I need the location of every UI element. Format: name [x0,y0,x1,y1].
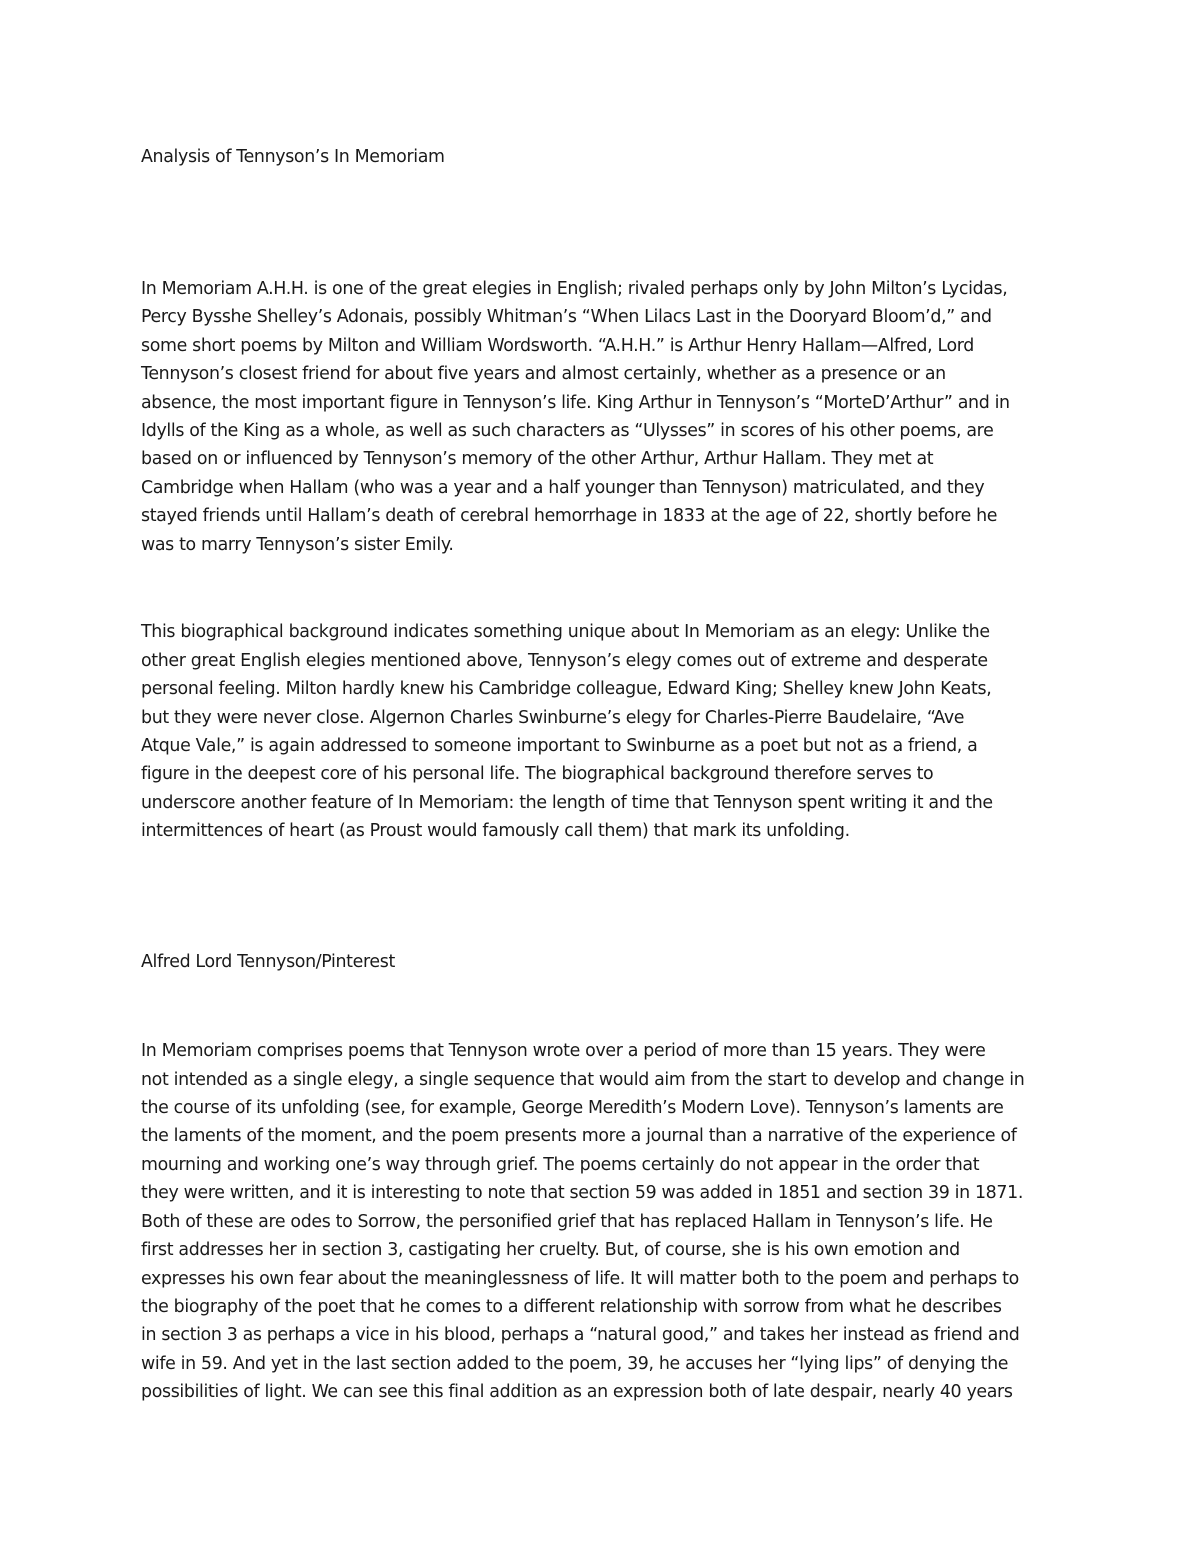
paragraph-line: intermittences of heart (as Proust would famously call them) that mark its unfolding. [141,821,850,841]
paragraph-line: possibilities of light. We can see this final addition as an expression both of late despair, nearly 40 years [141,1382,1013,1402]
paragraph-line: expresses his own fear about the meaninglessness of life. It will matter both to the poem and perhaps to [141,1269,1019,1289]
paragraph-line: was to marry Tennyson’s sister Emily. [141,535,454,555]
paragraph-line: first addresses her in section 3, castigating her cruelty. But, of course, she is his own emotion and [141,1240,960,1260]
paragraph-line: underscore another feature of In Memoriam: the length of time that Tennyson spent writing it and the [141,793,993,813]
image-caption: Alfred Lord Tennyson/Pinterest [141,952,395,972]
paragraph-line: some short poems by Milton and William Wordsworth. “A.H.H.” is Arthur Henry Hallam—Alfred, Lord [141,336,974,356]
paragraph-line: the laments of the moment, and the poem presents more a journal than a narrative of the experience of [141,1126,1017,1146]
paragraph-line: In Memoriam A.H.H. is one of the great elegies in English; rivaled perhaps only by John Milton’s Lycidas, [141,279,1008,299]
paragraph-line: absence, the most important figure in Tennyson’s life. King Arthur in Tennyson’s “MorteD’Arthur” and in [141,393,1010,413]
paragraph-line: they were written, and it is interesting to note that section 59 was added in 1851 and section 39 in 1871. [141,1183,1024,1203]
paragraph-line: In Memoriam comprises poems that Tennyson wrote over a period of more than 15 years. They were [141,1041,986,1061]
paragraph-line: other great English elegies mentioned above, Tennyson’s elegy comes out of extreme and desperate [141,651,988,671]
paragraph-line: Tennyson’s closest friend for about five years and almost certainly, whether as a presence or an [141,364,946,384]
paragraph-line: Percy Bysshe Shelley’s Adonais, possibly Whitman’s “When Lilacs Last in the Dooryard Bloom’d,” and [141,307,992,327]
paragraph-line: Atque Vale,” is again addressed to someone important to Swinburne as a poet but not as a friend, a [141,736,978,756]
paragraph-line: but they were never close. Algernon Charles Swinburne’s elegy for Charles-Pierre Baudelaire, “Ave [141,708,965,728]
paragraph-line: Idylls of the King as a whole, as well as such characters as “Ulysses” in scores of his other poems, are [141,421,994,441]
paragraph-line: This biographical background indicates something unique about In Memoriam as an elegy: Unlike the [141,622,990,642]
paragraph-line: not intended as a single elegy, a single sequence that would aim from the start to develop and change in [141,1070,1025,1090]
paragraph-line: the course of its unfolding (see, for example, George Meredith’s Modern Love). Tennyson’s laments are [141,1098,1004,1118]
paragraph-line: in section 3 as perhaps a vice in his blood, perhaps a “natural good,” and takes her instead as friend and [141,1325,1020,1345]
paragraph-line: mourning and working one’s way through grief. The poems certainly do not appear in the order that [141,1155,980,1175]
document-title: Analysis of Tennyson’s In Memoriam [141,147,445,167]
paragraph-line: figure in the deepest core of his personal life. The biographical background therefore serves to [141,764,934,784]
paragraph-line: stayed friends until Hallam’s death of cerebral hemorrhage in 1833 at the age of 22, shortly before he [141,506,998,526]
paragraph-line: Both of these are odes to Sorrow, the personified grief that has replaced Hallam in Tennyson’s life. He [141,1212,993,1232]
paragraph-line: wife in 59. And yet in the last section added to the poem, 39, he accuses her “lying lips” of denying the [141,1354,1009,1374]
paragraph-line: based on or influenced by Tennyson’s memory of the other Arthur, Arthur Hallam. They met at [141,449,934,469]
paragraph-line: Cambridge when Hallam (who was a year and a half younger than Tennyson) matriculated, and they [141,478,985,498]
paragraph-line: the biography of the poet that he comes to a different relationship with sorrow from what he describes [141,1297,1002,1317]
paragraph-line: personal feeling. Milton hardly knew his Cambridge colleague, Edward King; Shelley knew John Keats, [141,679,992,699]
